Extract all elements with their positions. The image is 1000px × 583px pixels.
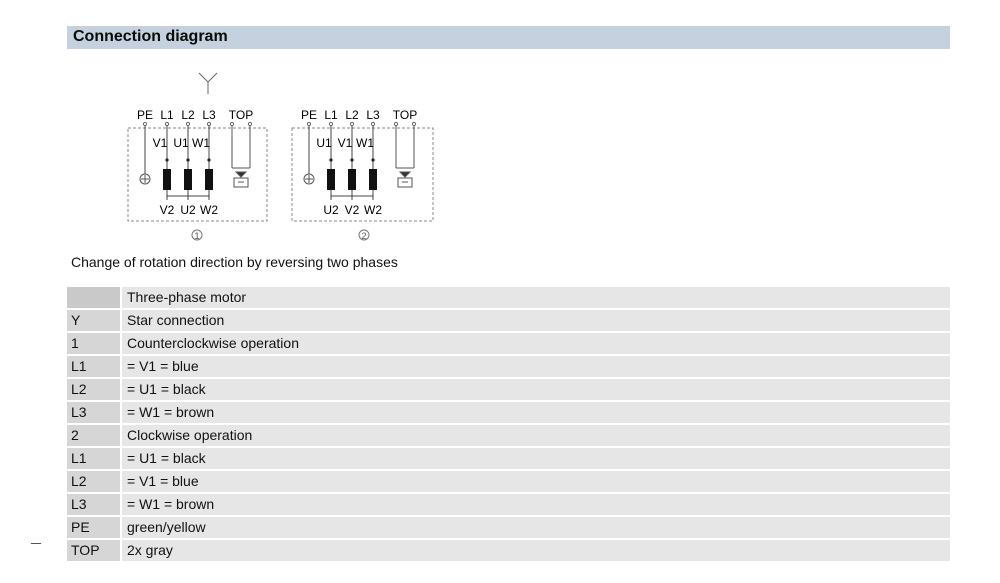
section-title: Connection diagram xyxy=(73,28,228,45)
thermal-protector-icon xyxy=(232,126,250,187)
legend-key: L3 xyxy=(67,494,120,515)
table-row xyxy=(67,287,950,308)
terminal-label-l1: L1 xyxy=(160,108,174,122)
table-row xyxy=(67,448,950,469)
pe-ground-icon xyxy=(304,174,314,184)
legend-value: = W1 = brown xyxy=(122,402,950,423)
terminal-label-l2: L2 xyxy=(181,108,195,122)
legend-table xyxy=(67,287,950,563)
legend-value: = V1 = blue xyxy=(122,471,950,492)
winding-label: U1 xyxy=(316,136,332,150)
table-row xyxy=(67,517,950,538)
winding-coil-icon xyxy=(327,169,377,190)
winding-label: W2 xyxy=(200,203,218,217)
thermal-protector-icon xyxy=(396,126,414,187)
legend-value: Clockwise operation xyxy=(122,425,950,446)
winding-label: W1 xyxy=(356,136,374,150)
legend-key: L3 xyxy=(67,402,120,423)
terminal-label-top: TOP xyxy=(392,108,418,122)
legend-key: 2 xyxy=(67,425,120,446)
star-symbol-icon xyxy=(199,73,217,94)
table-row xyxy=(67,540,950,561)
winding-label: V2 xyxy=(344,203,360,217)
table-row xyxy=(67,310,950,331)
terminal-label-l1: L1 xyxy=(324,108,338,122)
legend-value: Three-phase motor xyxy=(122,287,950,308)
legend-value: = U1 = black xyxy=(122,379,950,400)
winding-coil-icon xyxy=(163,169,213,190)
legend-key: L1 xyxy=(67,356,120,377)
winding-label: W1 xyxy=(192,136,210,150)
legend-value: 2x gray xyxy=(122,540,950,561)
table-row xyxy=(67,333,950,354)
winding-label: U2 xyxy=(180,203,196,217)
terminal-label-pe: PE xyxy=(300,108,318,122)
winding-label: W2 xyxy=(364,203,382,217)
table-row xyxy=(67,402,950,423)
terminal-label-top: TOP xyxy=(228,108,254,122)
legend-key: TOP xyxy=(67,540,120,561)
table-row xyxy=(67,379,950,400)
panel-1 xyxy=(128,108,267,241)
diagram-caption: Change of rotation direction by reversing two phases xyxy=(71,254,398,270)
panel-index: 1 xyxy=(194,231,200,241)
legend-key: L1 xyxy=(67,448,120,469)
table-row xyxy=(67,494,950,515)
legend-value: green/yellow xyxy=(122,517,950,538)
terminal-label-pe: PE xyxy=(136,108,154,122)
connection-diagram xyxy=(0,0,1000,250)
table-row xyxy=(67,425,950,446)
legend-value: = V1 = blue xyxy=(122,356,950,377)
pe-ground-icon xyxy=(140,174,150,184)
table-row xyxy=(67,471,950,492)
legend-key: PE xyxy=(67,517,120,538)
legend-key: 1 xyxy=(67,333,120,354)
winding-label: V2 xyxy=(159,203,175,217)
legend-key xyxy=(67,287,120,308)
winding-label: V1 xyxy=(337,136,353,150)
legend-value: Counterclockwise operation xyxy=(122,333,950,354)
legend-value: Star connection xyxy=(122,310,950,331)
legend-value: = W1 = brown xyxy=(122,494,950,515)
winding-label: U2 xyxy=(323,203,339,217)
panel-index: 2 xyxy=(361,231,367,241)
terminal-label-l2: L2 xyxy=(345,108,359,122)
winding-label: U1 xyxy=(173,136,189,150)
legend-value: = U1 = black xyxy=(122,448,950,469)
winding-label: V1 xyxy=(152,136,168,150)
legend-key: Y xyxy=(67,310,120,331)
legend-key: L2 xyxy=(67,471,120,492)
terminal-label-l3: L3 xyxy=(366,108,380,122)
margin-mark xyxy=(31,543,41,544)
table-row xyxy=(67,356,950,377)
legend-key: L2 xyxy=(67,379,120,400)
terminal-label-l3: L3 xyxy=(202,108,216,122)
panel-2 xyxy=(292,108,433,241)
